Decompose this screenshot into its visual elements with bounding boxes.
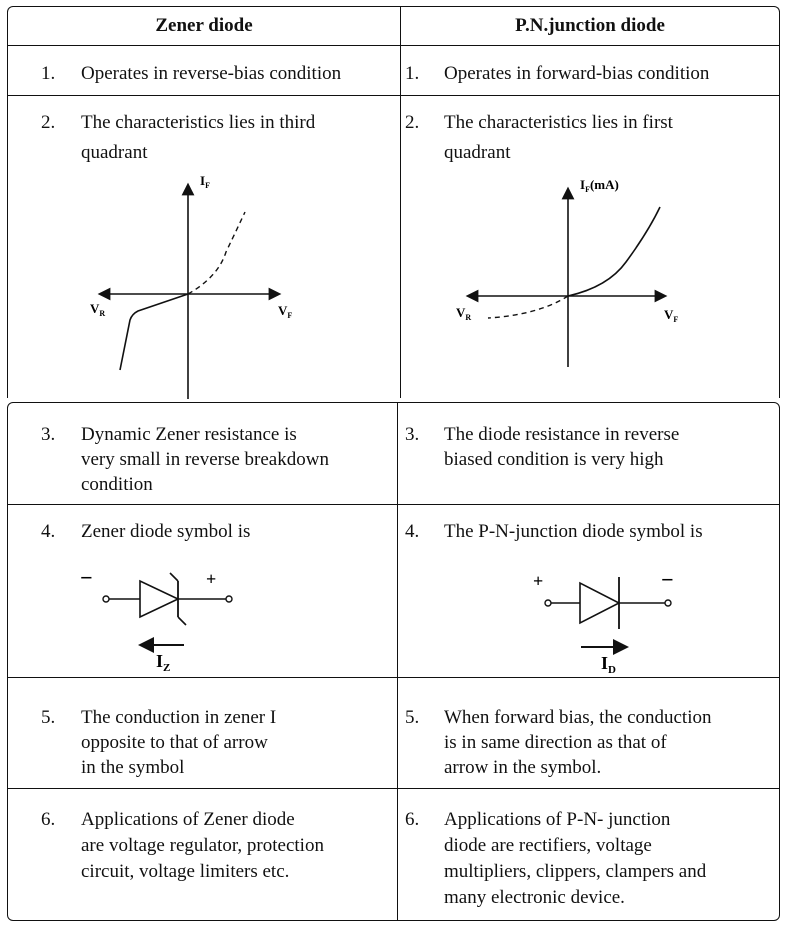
row4-right-text: The P-N-junction diode symbol is: [444, 521, 703, 542]
row-divider: [8, 95, 779, 96]
row6-left-text-line2: are voltage regulator, protection: [81, 835, 324, 856]
zener-characteristic-graph: [68, 167, 328, 399]
row3-left-text-line3: condition: [81, 474, 153, 495]
row6-right-text-line1: Applications of P-N- junction: [444, 809, 671, 830]
reverse-breakdown-curve: [120, 294, 188, 370]
row6-left-text-line3: circuit, voltage limiters etc.: [81, 861, 290, 882]
row5-left-text-line3: in the symbol: [81, 757, 185, 778]
comparison-table-bottom: [7, 402, 780, 921]
pn-diode-symbol: [523, 563, 723, 673]
column-divider: [400, 7, 401, 398]
row-divider: [8, 788, 779, 789]
row4-left-text: Zener diode symbol is: [81, 521, 251, 542]
row5-left-number: 5.: [41, 707, 56, 728]
minus-sign: −: [661, 567, 674, 592]
row5-right-text-line3: arrow in the symbol.: [444, 757, 602, 778]
plus-sign: +: [533, 571, 544, 591]
row6-right-text-line4: many electronic device.: [444, 887, 625, 908]
row-divider: [8, 504, 779, 505]
x-axis-right-label: $V_F$: [664, 307, 679, 324]
row3-right-number: 3.: [405, 424, 420, 445]
row2-left-number: 2.: [41, 112, 56, 133]
row3-right-text-line2: biased condition is very high: [444, 449, 664, 470]
row6-right-text-line3: multipliers, clippers, clampers and: [444, 861, 707, 882]
row3-left-number: 3.: [41, 424, 56, 445]
zener-diode-symbol: [68, 563, 268, 673]
row1-left-number: 1.: [41, 63, 56, 84]
forward-curve: [568, 207, 660, 296]
diode-triangle: [580, 583, 619, 623]
row5-right-text-line2: is in same direction as that of: [444, 732, 667, 753]
reverse-curve-dashed: [488, 296, 568, 318]
row-divider: [8, 45, 779, 46]
row4-right-number: 4.: [405, 521, 420, 542]
column-divider: [397, 403, 398, 920]
row2-right-text-line1: The characteristics lies in first: [444, 112, 673, 133]
row2-left-text-line1: The characteristics lies in third: [81, 112, 316, 133]
row6-left-text-line1: Applications of Zener diode: [81, 809, 295, 830]
comparison-table-top: [7, 6, 780, 398]
diode-triangle: [140, 581, 178, 617]
row1-left-text: Operates in reverse-bias condition: [81, 63, 342, 84]
forward-curve-dashed: [188, 212, 245, 294]
row1-right-text: Operates in forward-bias condition: [444, 63, 710, 84]
minus-sign: −: [80, 565, 93, 590]
row5-left-text-line2: opposite to that of arrow: [81, 732, 268, 753]
row2-right-text-line2: quadrant: [444, 142, 511, 163]
row6-right-number: 6.: [405, 809, 420, 830]
x-axis-right-label: $V_F$: [278, 303, 293, 320]
y-axis-label: $I_F(mA)$: [580, 177, 619, 194]
y-axis-label: $I_F$: [200, 173, 210, 190]
header-pn-junction: P.N.junction diode: [515, 15, 665, 36]
row5-left-text-line1: The conduction in zener I: [81, 707, 277, 728]
row5-right-number: 5.: [405, 707, 420, 728]
row-divider: [8, 677, 779, 678]
plus-sign: +: [206, 569, 217, 589]
row3-left-text-line2: very small in reverse breakdown: [81, 449, 329, 470]
row2-left-text-line2: quadrant: [81, 142, 148, 163]
current-label: $I_D$: [601, 653, 616, 673]
header-zener: Zener diode: [155, 15, 253, 36]
pn-characteristic-graph: [438, 167, 728, 399]
x-axis-left-label: $V_R$: [456, 305, 472, 322]
row6-right-text-line2: diode are rectifiers, voltage: [444, 835, 652, 856]
row3-left-text-line1: Dynamic Zener resistance is: [81, 424, 297, 445]
row4-left-number: 4.: [41, 521, 56, 542]
row1-right-number: 1.: [405, 63, 420, 84]
row2-right-number: 2.: [405, 112, 420, 133]
row5-right-text-line1: When forward bias, the conduction: [444, 707, 712, 728]
x-axis-left-label: $V_R$: [90, 301, 106, 318]
row6-left-number: 6.: [41, 809, 56, 830]
current-label: $I_Z$: [156, 651, 171, 673]
row3-right-text-line1: The diode resistance in reverse: [444, 424, 680, 445]
